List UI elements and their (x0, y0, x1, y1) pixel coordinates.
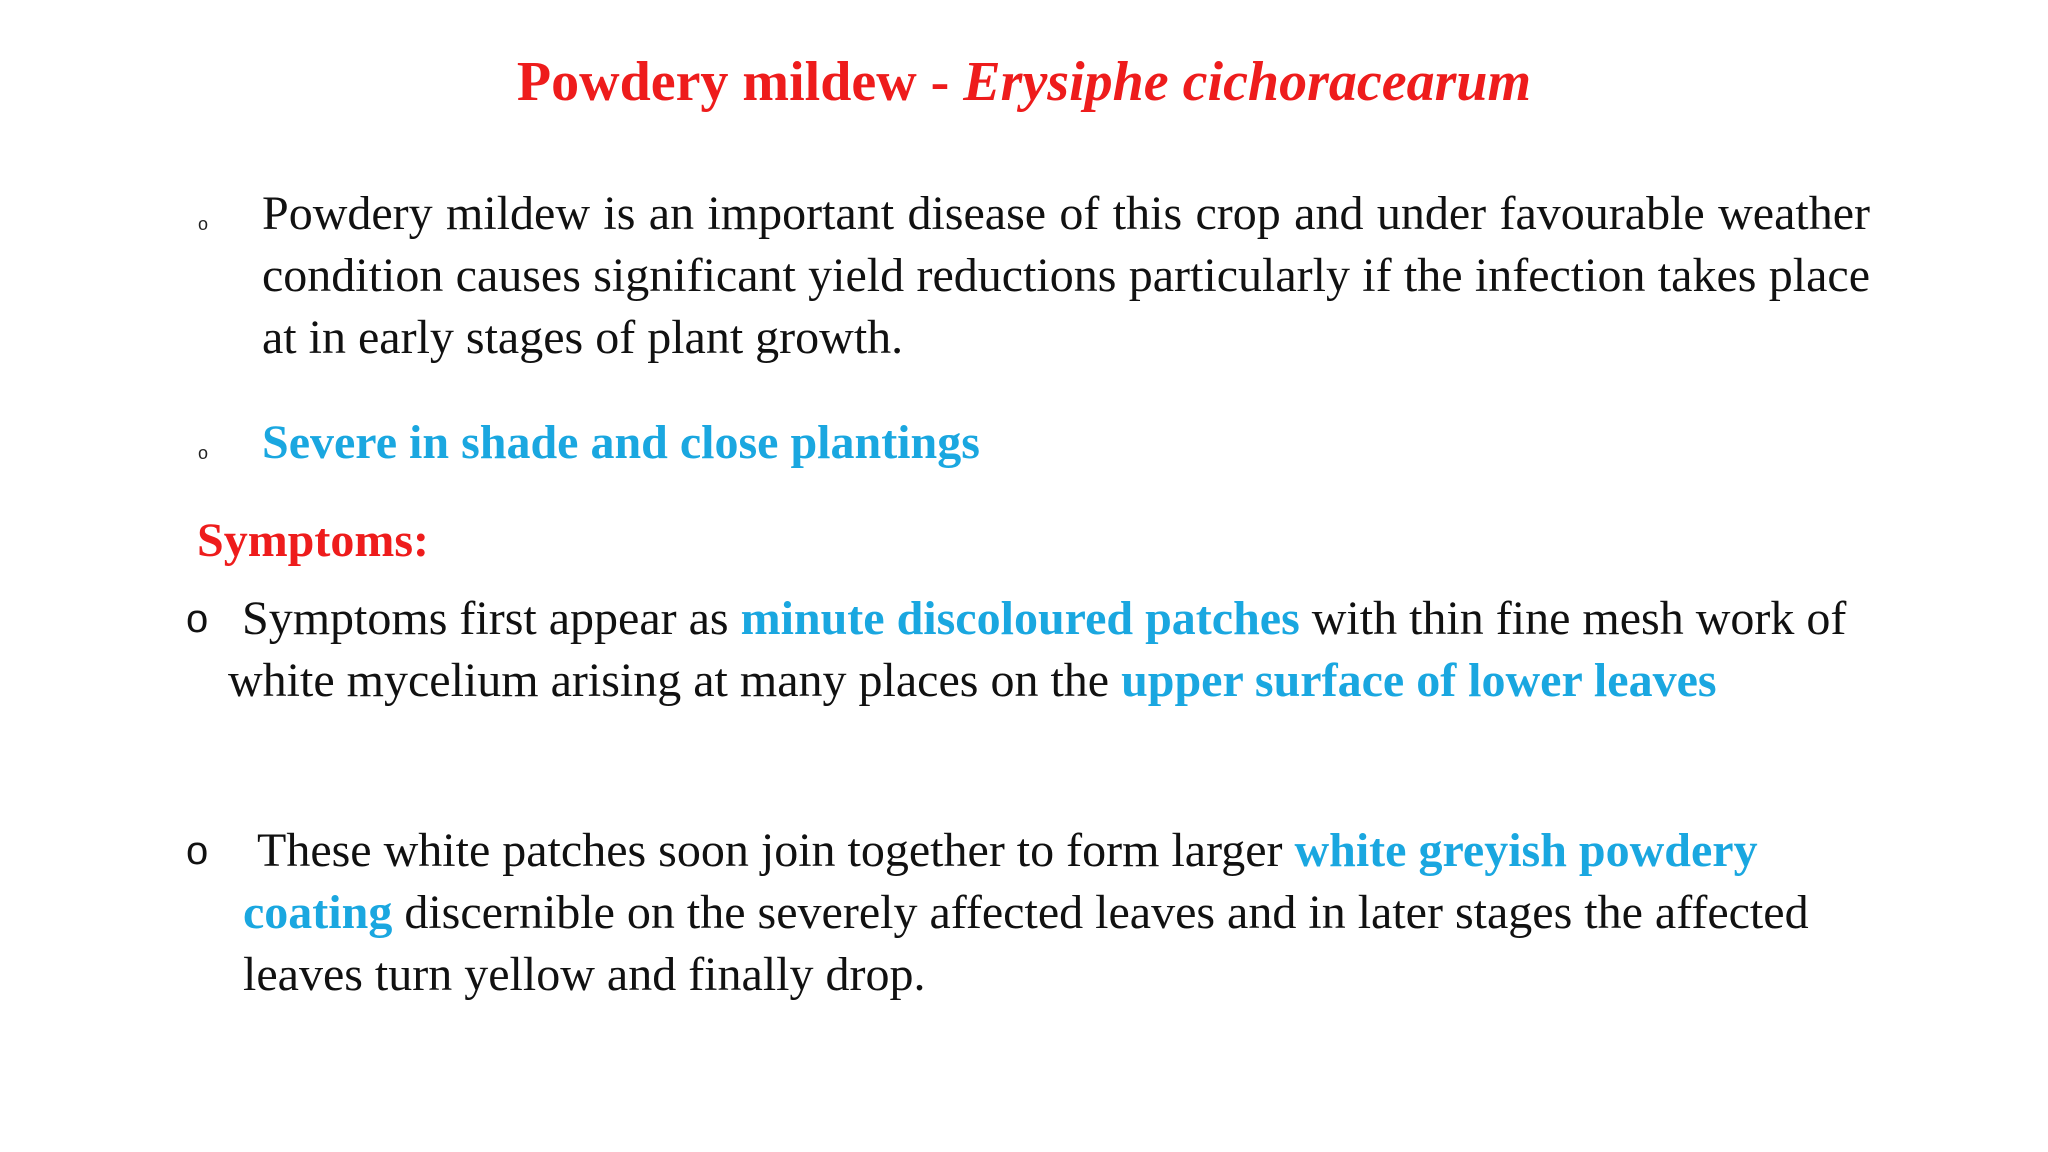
symptom-marker: o (186, 829, 209, 873)
symptom-text: These white patches soon join together to form larger (257, 824, 1295, 877)
bullet-text-severity: Severe in shade and close plantings (262, 416, 980, 469)
title-scientific-name: Erysiphe cichoracearum (963, 51, 1532, 113)
bullet-text-intro: Powdery mildew is an important disease of this crop and under favourable weather condition causes significant yield reductions particularly if the infection takes place at in early stages of plant growth. (262, 187, 1870, 364)
bullet-marker: o (198, 443, 209, 463)
symptom-highlight: minute discoloured patches (740, 592, 1300, 645)
symptom-text: with thin fine mesh work of white mycelium arising at many places on the (228, 592, 1847, 707)
slide-title (0, 46, 2048, 118)
bullet-marker: o (198, 214, 209, 234)
symptom-marker: o (186, 597, 209, 641)
symptom-highlight: white greyish powdery coating (243, 824, 1758, 939)
symptom-text: discernible on the severely affected leaves and in later stages the affected leaves turn yellow and finally drop. (243, 886, 1809, 1001)
title-separator: - (916, 51, 964, 113)
title-common-name: Powdery mildew (516, 51, 917, 113)
symptoms-heading: Symptoms: (197, 514, 430, 567)
symptom-highlight: upper surface of lower leaves (1121, 654, 1717, 707)
symptom-item-1 (228, 588, 1888, 712)
symptom-item-2 (243, 820, 1893, 1006)
symptom-text: Symptoms first appear as (242, 592, 741, 645)
